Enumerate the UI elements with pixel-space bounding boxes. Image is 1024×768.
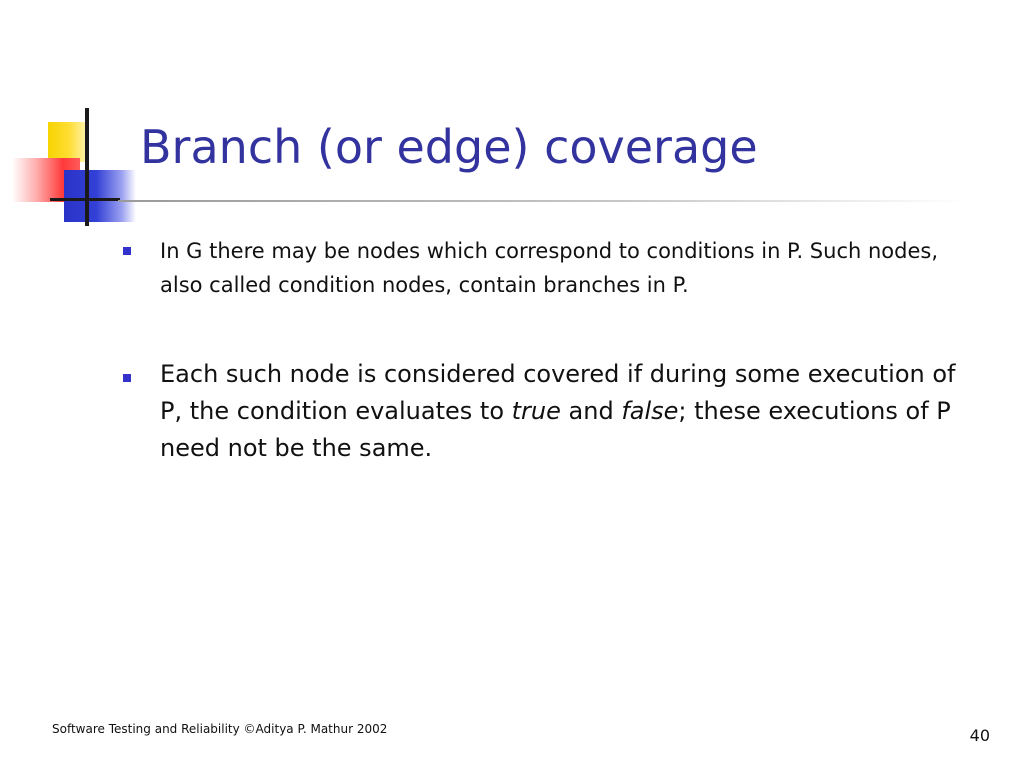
title-divider: [118, 200, 968, 202]
footer-text: Software Testing and Reliability ©Aditya P. Mathur 2002: [52, 722, 388, 736]
bullet-square-icon: [123, 374, 131, 382]
bullet-2-part-3: ; these executions of P need not be the same.: [160, 397, 951, 462]
page-number: 40: [969, 726, 990, 745]
bullet-2-part-2: and: [560, 397, 622, 425]
decorative-logo: [0, 100, 150, 230]
bullet-text-2: [160, 356, 980, 467]
slide-title: Branch (or edge) coverage: [140, 120, 758, 174]
bullet-2-part-1: Each such node is considered covered if during some execution of P, the condition evaluates to: [160, 360, 956, 425]
bullet-text-1: In G there may be nodes which correspond to conditions in P. Such nodes, also called condition nodes, contain branches in P.: [160, 239, 938, 297]
bullet-square-icon: [123, 247, 131, 255]
logo-horizontal-line: [50, 198, 120, 201]
logo-vertical-line: [85, 108, 89, 226]
blue-square-shape: [64, 170, 136, 222]
yellow-square-shape: [48, 122, 86, 162]
false-emphasis: false: [621, 397, 679, 425]
true-emphasis: true: [511, 397, 561, 425]
